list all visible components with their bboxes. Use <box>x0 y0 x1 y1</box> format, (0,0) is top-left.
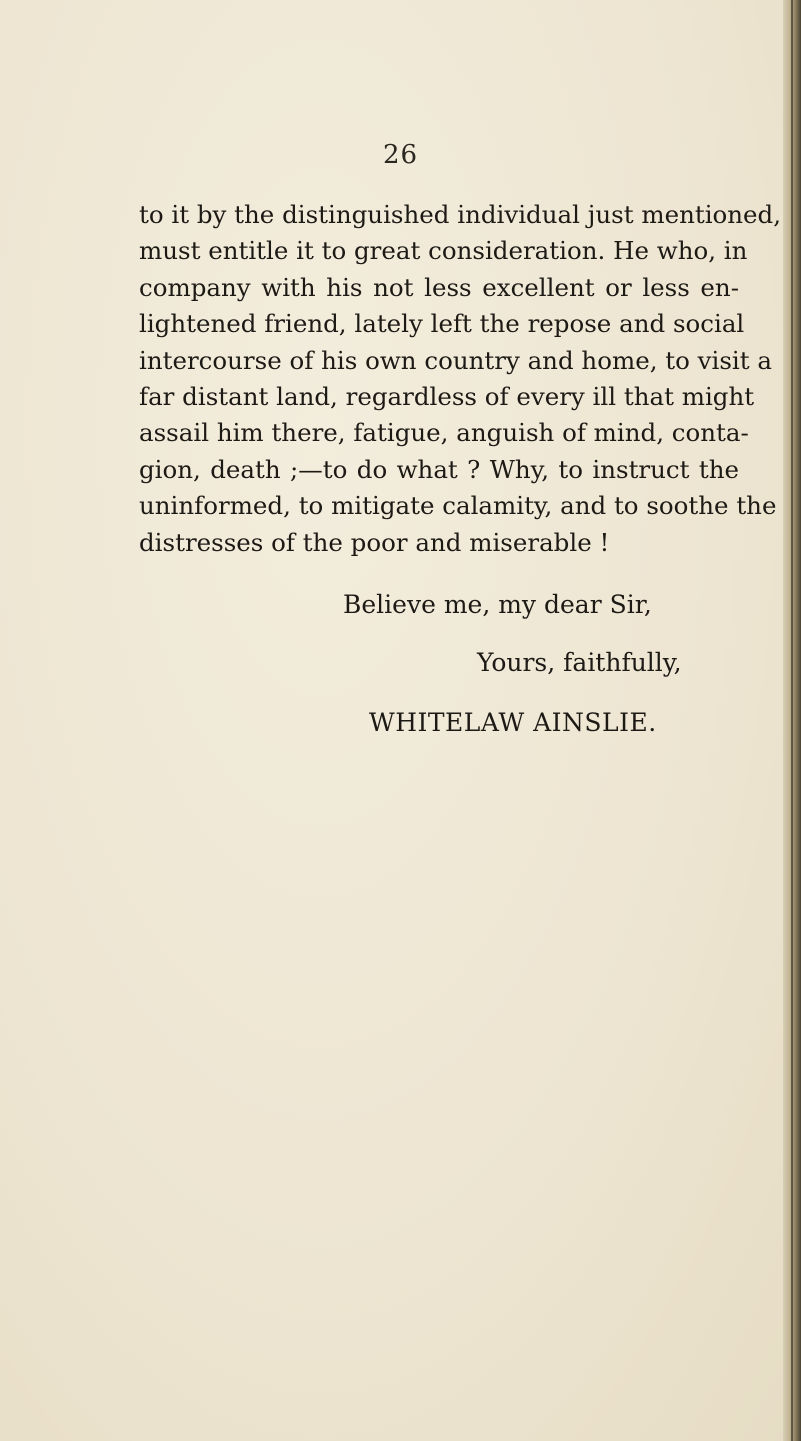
paragraph-line: must entitle it to great consideration. He who, in <box>139 236 748 266</box>
paragraph-line: assail him there, fatigue, anguish of mind, conta- <box>139 418 749 448</box>
paragraph-line: company with his not less excellent or less en- <box>139 272 739 302</box>
closing-salutation: Believe me, my dear Sir, <box>343 590 652 619</box>
signature: WHITELAW AINSLIE. <box>369 708 657 737</box>
closing-valediction: Yours, faithfully, <box>477 648 682 677</box>
paragraph-line: to it by the distinguished individual just mentioned, <box>139 200 782 229</box>
paragraph-line: uninformed, to mitigate calamity, and to soothe the <box>139 491 777 521</box>
paragraph-line: intercourse of his own country and home, to visit a <box>139 345 772 375</box>
paragraph-line: gion, death ;—to do what ? Why, to instruct the <box>139 454 739 484</box>
letter-paragraph <box>139 197 782 561</box>
page-edge-shadow <box>783 0 801 1441</box>
paragraph-line: lightened friend, lately left the repose and social <box>139 309 745 339</box>
page-number: 26 <box>382 140 419 170</box>
paragraph-line: far distant land, regardless of every ill that might <box>139 381 755 411</box>
paragraph-line: distresses of the poor and miserable ! <box>139 527 610 557</box>
